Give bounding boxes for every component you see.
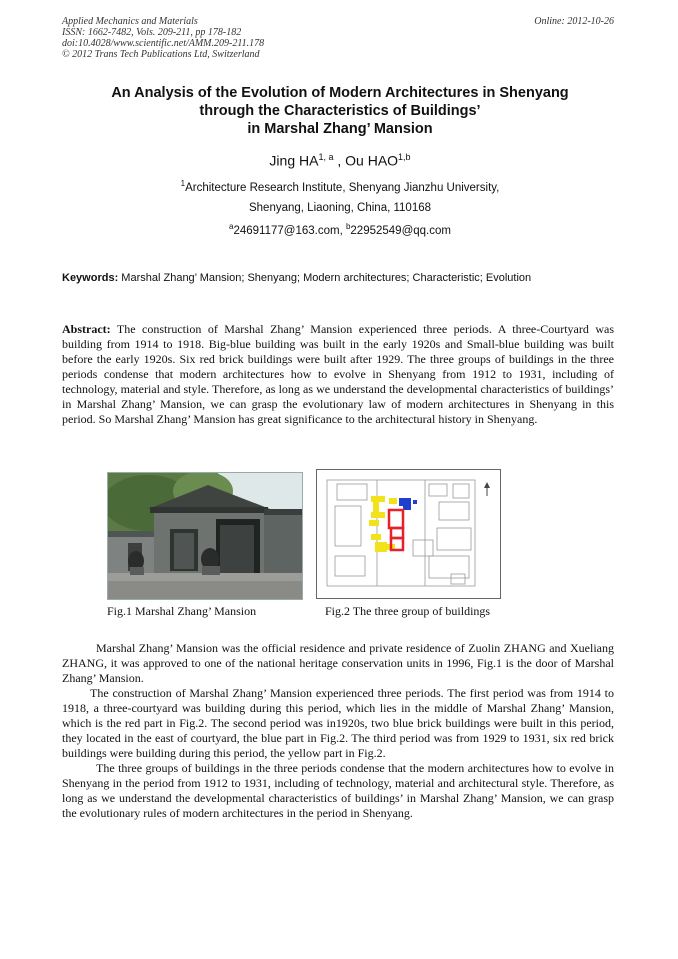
- affiliation-line-1: [60, 179, 620, 194]
- affiliation-sup: 1: [180, 179, 186, 188]
- journal-name: Applied Mechanics and Materials: [62, 16, 198, 27]
- paragraph-2: The construction of Marshal Zhang’ Mansion experienced three periods. The first period was from 1914 to 1918, a three-courtyard was building during this period, which lies in the middle of Marshal Zhang’ Mansion, which is the red part in Fig.2. The second period was in1920s, two blue brick buildings were built in this period, they located in the east of courtyard, the blue part in Fig.2. The third period was from 1929 to 1931, six red brick buildings were building during this period, the yellow part in Fig.2.: [62, 686, 614, 760]
- paragraph-1: Marshal Zhang’ Mansion was the official residence and private residence of Zuolin ZHANG and Xueliang ZHANG, it was approved to one of the national heritage conservation units in 1996, Fig.1 is the door of Marshal Zhang’ Mansion.: [62, 641, 614, 685]
- email-b-sup: b: [345, 222, 351, 231]
- keywords-text: Marshal Zhang’ Mansion; Shenyang; Modern architectures; Characteristic; Evolution: [118, 272, 532, 284]
- author-2-sup: 1,b: [398, 152, 411, 162]
- figure-1-photo: [107, 472, 303, 600]
- figure-1-caption: Fig.1 Marshal Zhang’ Mansion: [107, 604, 257, 618]
- title-line-1: An Analysis of the Evolution of Modern Architectures in Shenyang: [111, 85, 569, 101]
- body-text: [62, 641, 614, 821]
- author-2-name: Ou HAO: [345, 152, 399, 169]
- author-line: [60, 152, 620, 169]
- email-a-sup: a: [229, 222, 234, 231]
- paragraph-3: The three groups of buildings in the three periods condense that the modern architectures how to evolve in Shenyang in the period from 1912 to 1931, including of technology, material and architectural style. Therefore, as long as we understand the developmental characteristics of buildings’ in Marshal Zhang’ Mansion, we can grasp the evolutionary rules of modern architectures in the period in Shenyang.: [62, 761, 614, 820]
- affiliation-line-2: Shenyang, Liaoning, China, 110168: [248, 202, 432, 214]
- title-line-3: in Marshal Zhang’ Mansion: [247, 121, 433, 137]
- copyright-line: © 2012 Trans Tech Publications Ltd, Switzerland: [62, 49, 260, 60]
- email-b[interactable]: 22952549@qq.com: [350, 224, 451, 237]
- blue-buildings: [399, 498, 417, 510]
- figure-2-caption: Fig.2 The three group of buildings: [325, 604, 491, 618]
- online-date: Online: 2012-10-26: [534, 16, 614, 27]
- keywords: [62, 272, 622, 284]
- author-separator: ,: [333, 152, 346, 169]
- doi-line[interactable]: doi:10.4028/www.scientific.net/AMM.209-211.178: [62, 38, 265, 49]
- journal-header: [62, 16, 264, 60]
- mansion-gate-illustration: [108, 473, 302, 599]
- email-line: [60, 222, 620, 237]
- author-1-sup: 1, a: [318, 152, 334, 162]
- paper-title: [60, 84, 620, 138]
- abstract: [62, 322, 614, 427]
- north-arrow-icon: [484, 482, 490, 496]
- issn-line: ISSN: 1662-7482, Vols. 209-211, pp 178-182: [62, 27, 242, 38]
- email-a[interactable]: 24691177@163.com,: [233, 224, 346, 237]
- figure-2-site-plan: [316, 469, 501, 599]
- title-line-2: through the Characteristics of Buildings’: [199, 103, 481, 119]
- affiliation-text-1: Architecture Research Institute, Shenyang Jianzhu University,: [185, 181, 500, 194]
- site-plan-drawing: [317, 470, 500, 598]
- red-courtyard: [389, 510, 403, 550]
- abstract-text: The construction of Marshal Zhang’ Mansion experienced three periods. A three-Courtyard was building from 1914 to 1918. Big-blue building was built in the early 1920s and Small-blue building was built before the early 1920s. Six red brick buildings were built after 1929. The three groups of buildings in the three periods condense that modern architectures how to evolve in Shenyang from 1912 to 1931, including of technology, material and style. Therefore, as long as we understand the developmental characteristics of buildings’ in Marshal Zhang’ Mansion, we can grasp the evolutionary law of modern architectures in Shenyang in this period. So Marshal Zhang’ Mansion has great significance to the architectural history in Shenyang.: [62, 322, 614, 426]
- yellow-buildings: [369, 496, 397, 552]
- keywords-label: Keywords:: [62, 272, 119, 284]
- abstract-label: Abstract:: [62, 322, 111, 336]
- author-1-name: Jing HA: [269, 152, 319, 169]
